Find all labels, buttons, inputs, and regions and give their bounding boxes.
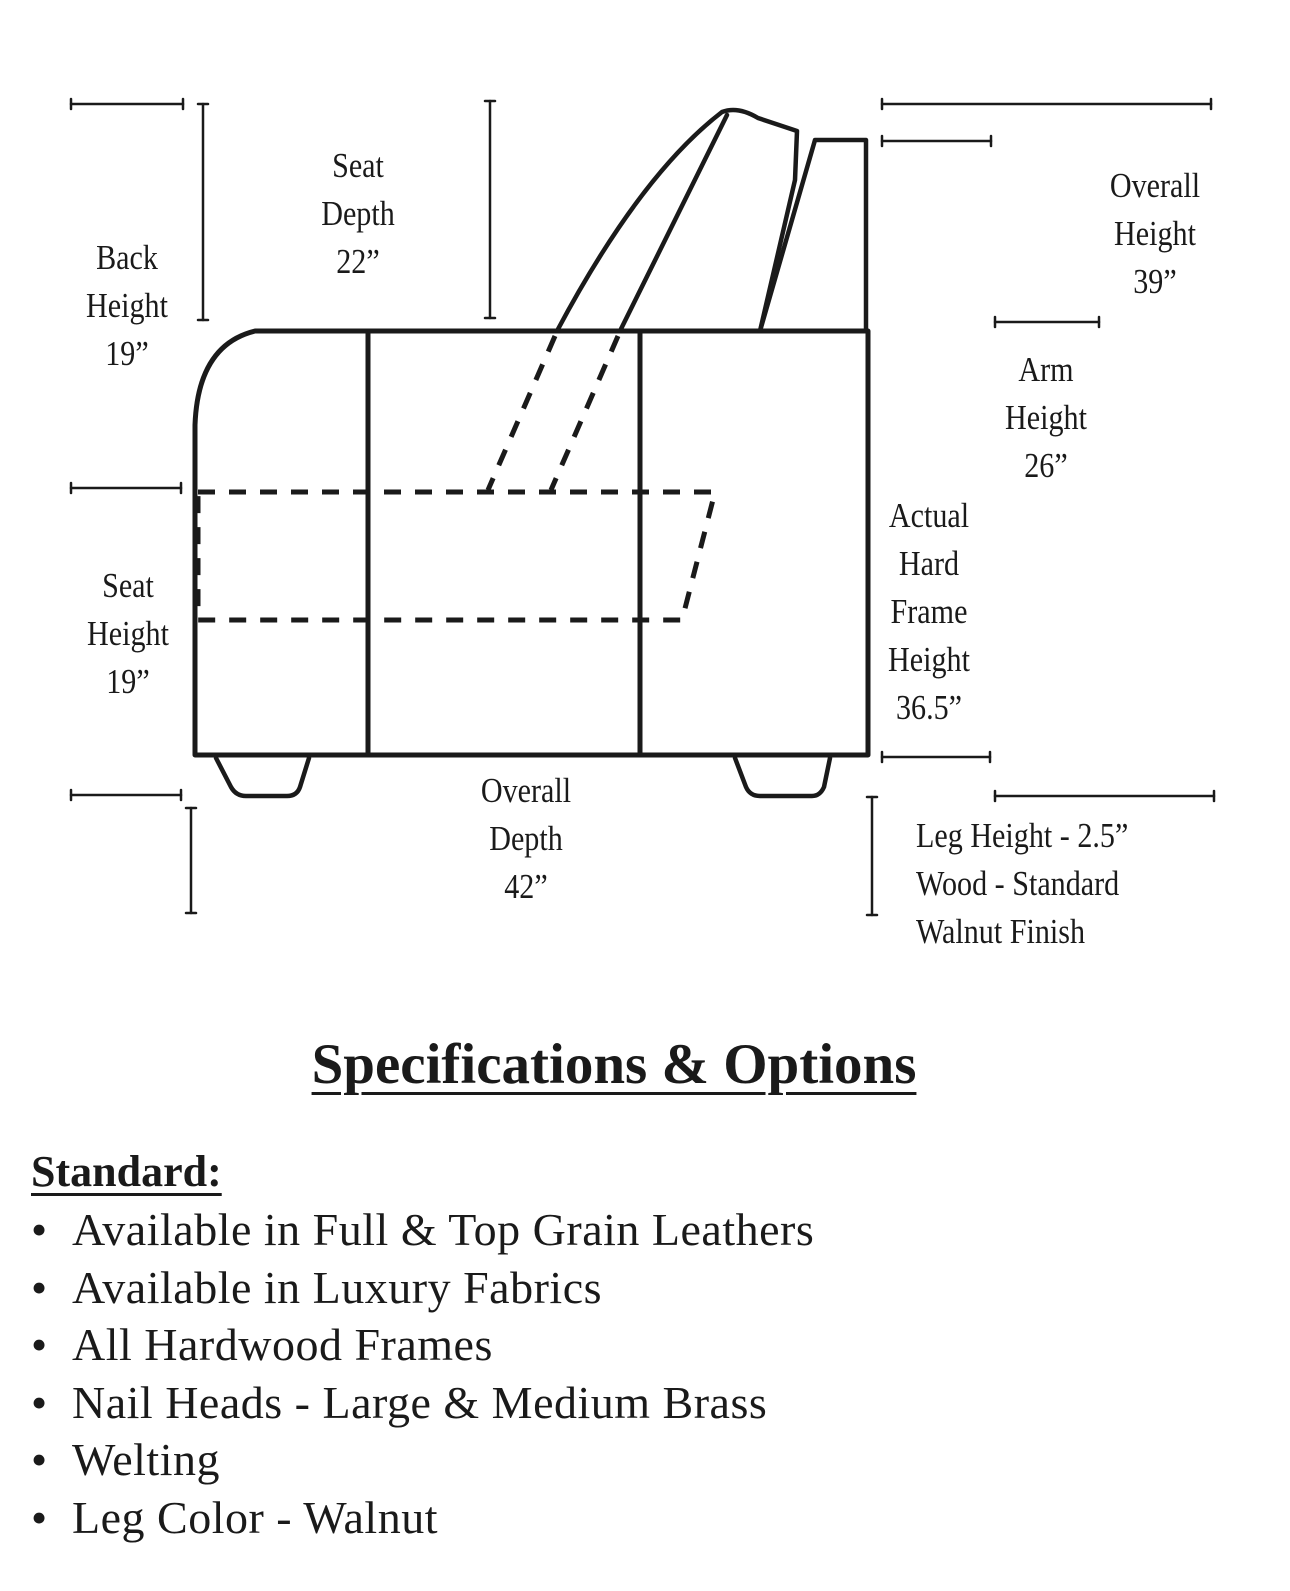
back-cushion-seam [620,115,727,331]
back-leg [735,758,830,796]
list-item: • Available in Luxury Fabrics [31,1259,814,1317]
overall-depth-label: Overall Depth 42” [480,771,572,906]
seat-height-label: Seat Height 19” [87,566,169,701]
back-height-label: Back Height 19” [86,238,168,373]
overall-height-label: Overall Height 39” [1109,166,1201,301]
dashed-seat-cushion [198,492,715,620]
bullet: • [31,1319,48,1370]
dashed-back-line-1 [488,336,555,490]
front-leg [216,758,309,796]
specifications-title: Specifications & Options [311,1033,917,1096]
dashed-back-line-2 [551,336,618,490]
seat-depth-label: Seat Depth 22” [321,146,395,281]
bullet: • [31,1376,48,1428]
standard-features-list [31,1201,814,1546]
arm-height-label: Arm Height 26” [1005,350,1087,485]
back-panel [760,140,866,331]
bullet: • [31,1434,48,1485]
list-item: • Welting [31,1431,814,1489]
list-item: • Nail Heads - Large & Medium Brass [31,1374,814,1432]
standard-heading: Standard: [31,1147,222,1196]
frame-height-label: Actual Hard Frame Height 36.5” [888,496,970,727]
list-item: • Available in Full & Top Grain Leathers [31,1201,814,1259]
bullet: • [31,1491,48,1543]
leg-info-label: Leg Height - 2.5” Wood - Standard Walnut Finish [916,816,1129,951]
list-item: • All Hardwood Frames [31,1316,814,1374]
bullet: • [31,1204,48,1255]
bullet: • [31,1261,48,1313]
list-item: • Leg Color - Walnut [31,1489,814,1547]
